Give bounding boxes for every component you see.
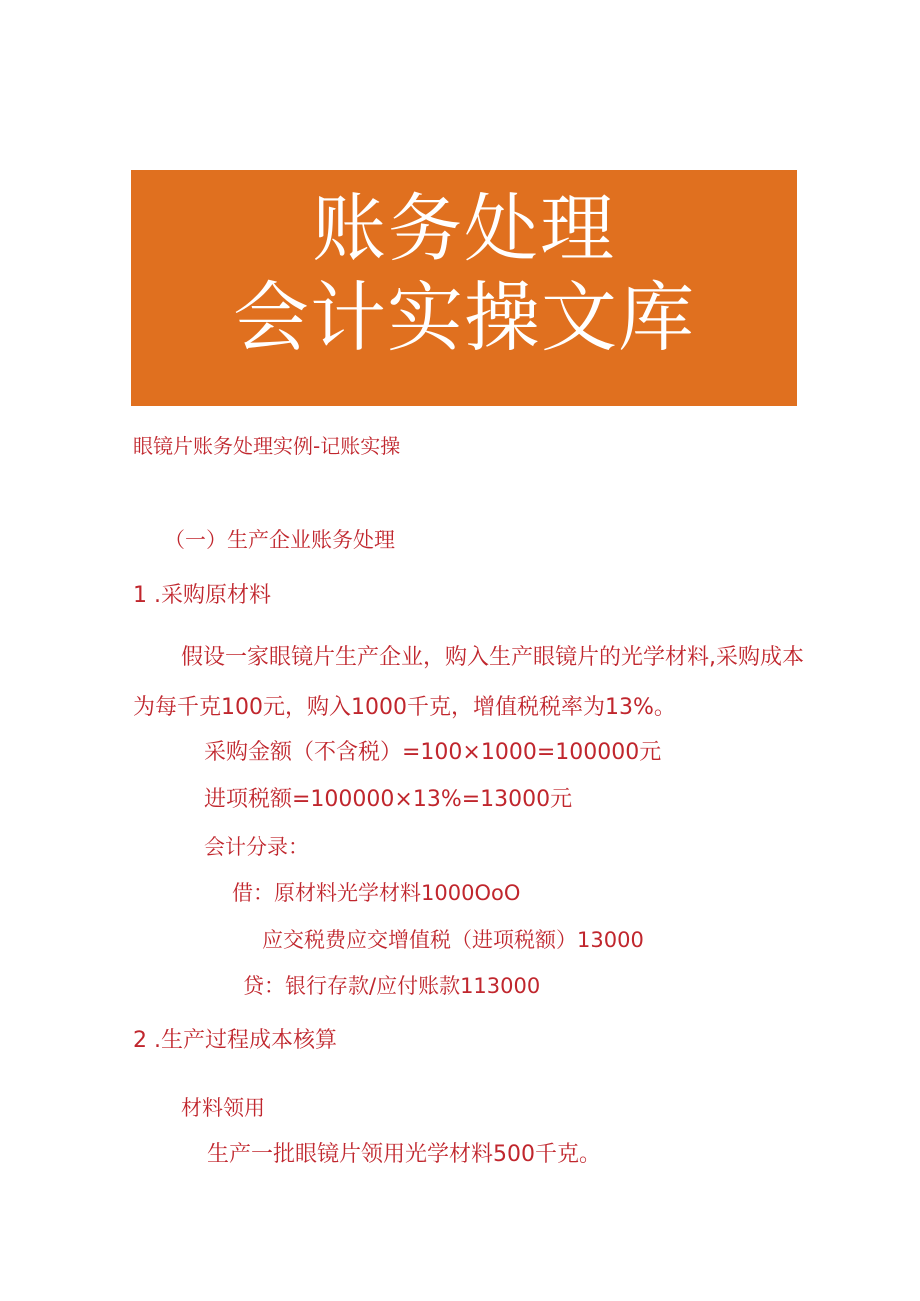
journal-entry-label: 会计分录： [204, 835, 309, 859]
item1-paragraph-line1: 假设一家眼镜片生产企业，购入生产眼镜片的光学材料,采购成本 [181, 645, 804, 670]
banner-title-line2: 会计实操文库 [233, 273, 695, 362]
document-title: 眼镜片账务处理实例-记账实操 [133, 434, 401, 458]
material-requisition-heading: 材料领用 [181, 1096, 265, 1120]
item2-heading: 2 .生产过程成本核算 [133, 1028, 337, 1053]
banner-title-line1: 账务处理 [312, 186, 616, 272]
debit-line-vat: 应交税费应交增值税（进项税额）13000 [262, 928, 644, 952]
title-banner [131, 170, 797, 406]
credit-line: 贷：银行存款/应付账款113000 [243, 974, 541, 998]
item1-heading: 1 .采购原材料 [133, 583, 271, 608]
item2-paragraph: 生产一批眼镜片领用光学材料500千克。 [207, 1142, 601, 1167]
purchase-amount-formula: 采购金额（不含税）=100×1000=100000元 [204, 740, 662, 765]
item1-paragraph-line2: 为每千克100元，购入1000千克，增值税税率为13%。 [133, 695, 676, 720]
debit-line-raw-materials: 借：原材料光学材料1000OoO [232, 881, 521, 905]
section-heading: （一）生产企业账务处理 [164, 528, 395, 552]
input-tax-formula: 进项税额=100000×13%=13000元 [204, 787, 573, 812]
